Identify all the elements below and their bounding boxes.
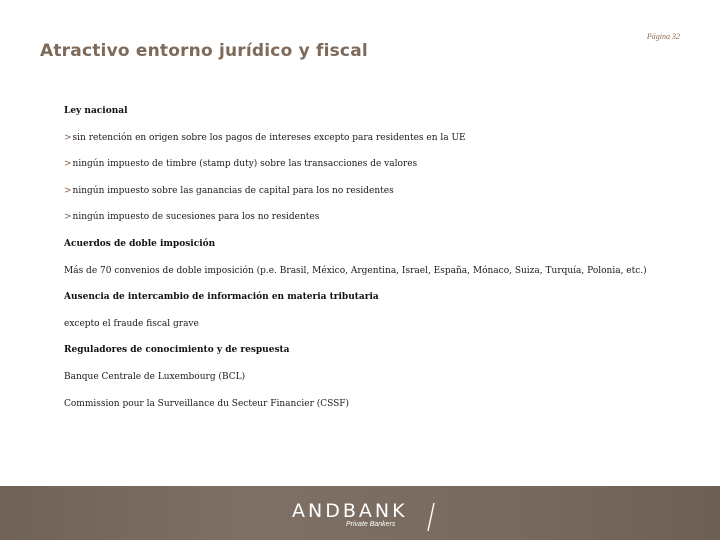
footer-band <box>0 486 720 540</box>
content-body <box>64 102 684 421</box>
andbank-logo <box>292 500 408 528</box>
body-text: Commission pour la Surveillance du Secteur Financier (CSSF) <box>64 398 350 409</box>
list-item-text: sin retención en origen sobre los pagos de intereses excepto para residentes en la UE <box>72 132 466 143</box>
body-text: Banque Centrale de Luxembourg (BCL) <box>64 371 246 382</box>
bullet-marker: > <box>64 132 72 143</box>
list-item <box>64 129 684 156</box>
logo-tagline: Private Bankers <box>346 521 396 528</box>
logo-wordmark: ANDBANK <box>292 500 408 522</box>
page-number: Página 32 <box>646 32 680 41</box>
list-item <box>64 182 684 209</box>
section-heading-doble-imposicion: Acuerdos de doble imposición <box>64 238 216 249</box>
list-item-text: ningún impuesto sobre las ganancias de capital para los no residentes <box>72 185 394 196</box>
list-item <box>64 208 684 235</box>
body-text: Más de 70 convenios de doble imposición (p.e. Brasil, México, Argentina, Israel, España, Mónaco, Suiza, Turquía, Polonia, etc.) <box>64 265 647 276</box>
bullet-marker: > <box>64 185 72 196</box>
list-item-text: ningún impuesto de timbre (stamp duty) sobre las transacciones de valores <box>72 159 418 170</box>
slide-title: Atractivo entorno jurídico y fiscal <box>40 41 368 61</box>
list-item-text: ningún impuesto de sucesiones para los no residentes <box>72 212 320 223</box>
bullet-marker: > <box>64 212 72 223</box>
section-heading-intercambio-informacion: Ausencia de intercambio de información en materia tributaria <box>64 292 379 303</box>
bullet-marker: > <box>64 159 72 170</box>
section-heading-reguladores: Reguladores de conocimiento y de respuesta <box>64 345 290 356</box>
logo-slash-icon <box>420 499 450 535</box>
body-text: excepto el fraude fiscal grave <box>64 318 199 329</box>
list-item <box>64 155 684 182</box>
section-heading-ley-nacional: Ley nacional <box>64 106 128 116</box>
